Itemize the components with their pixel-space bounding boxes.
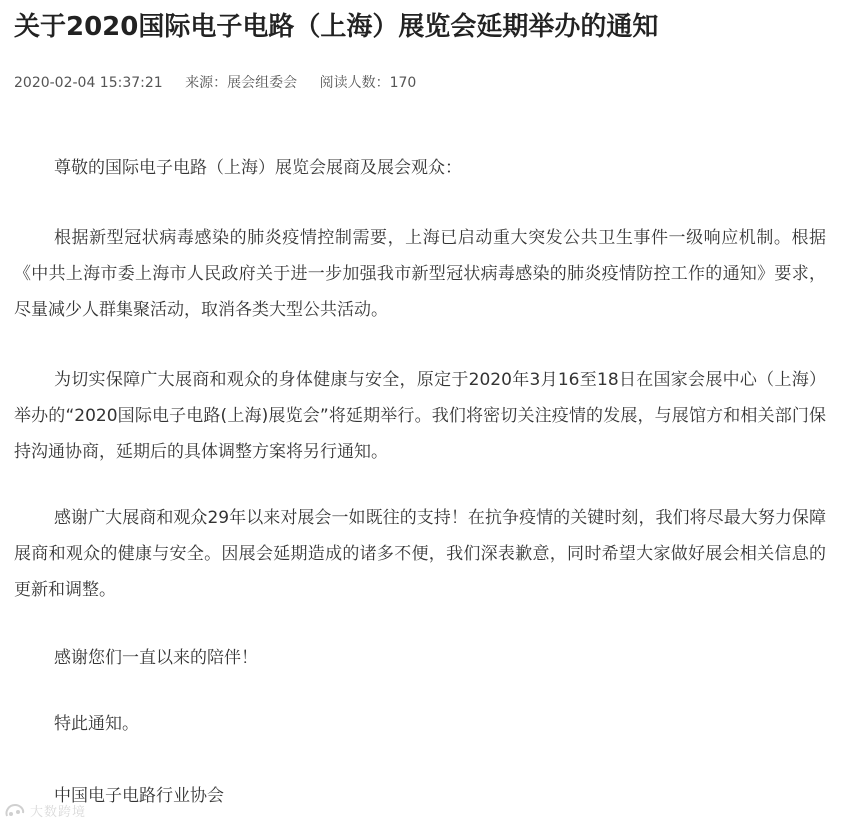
- view-count: 阅读人数：170: [319, 75, 417, 91]
- paragraph-3: 感谢广大展商和观众29年以来对展会一如既往的支持！在抗争疫情的关键时刻，我们将尽最大努力保障展商和观众的健康与安全。因展会延期造成的诸多不便，我们深表歉意，同时希望大家做好展会相关信息的更新和调整。: [14, 508, 826, 600]
- article-title: 关于2020国际电子电路（上海）展览会延期举办的通知: [14, 12, 659, 42]
- watermark: [4, 801, 86, 820]
- watermark-text: 大数跨境: [30, 805, 87, 820]
- publish-datetime: 2020-02-04 15:37:21: [14, 75, 163, 91]
- signature: 中国电子电路行业协会: [54, 786, 224, 806]
- article-source: 来源：展会组委会: [185, 75, 298, 91]
- paragraph-1: 根据新型冠状病毒感染的肺炎疫情控制需要，上海已启动重大突发公共卫生事件一级响应机制。根据《中共上海市委上海市人民政府关于进一步加强我市新型冠状病毒感染的肺炎疫情防控工作的通知》要求，尽量减少人群集聚活动，取消各类大型公共活动。: [14, 228, 826, 320]
- notice-line: 特此通知。: [54, 714, 139, 734]
- article-meta: [14, 73, 434, 93]
- paragraph-2: 为切实保障广大展商和观众的身体健康与安全，原定于2020年3月16至18日在国家会展中心（上海）举办的“2020国际电子电路(上海)展览会”将延期举行。我们将密切关注疫情的发展，与展馆方和相关部门保持沟通协商，延期后的具体调整方案将另行通知。: [14, 370, 826, 462]
- watermark-logo-icon: [4, 802, 26, 820]
- thanks-line: 感谢您们一直以来的陪伴！: [54, 648, 258, 668]
- greeting: 尊敬的国际电子电路（上海）展览会展商及展会观众：: [54, 158, 462, 178]
